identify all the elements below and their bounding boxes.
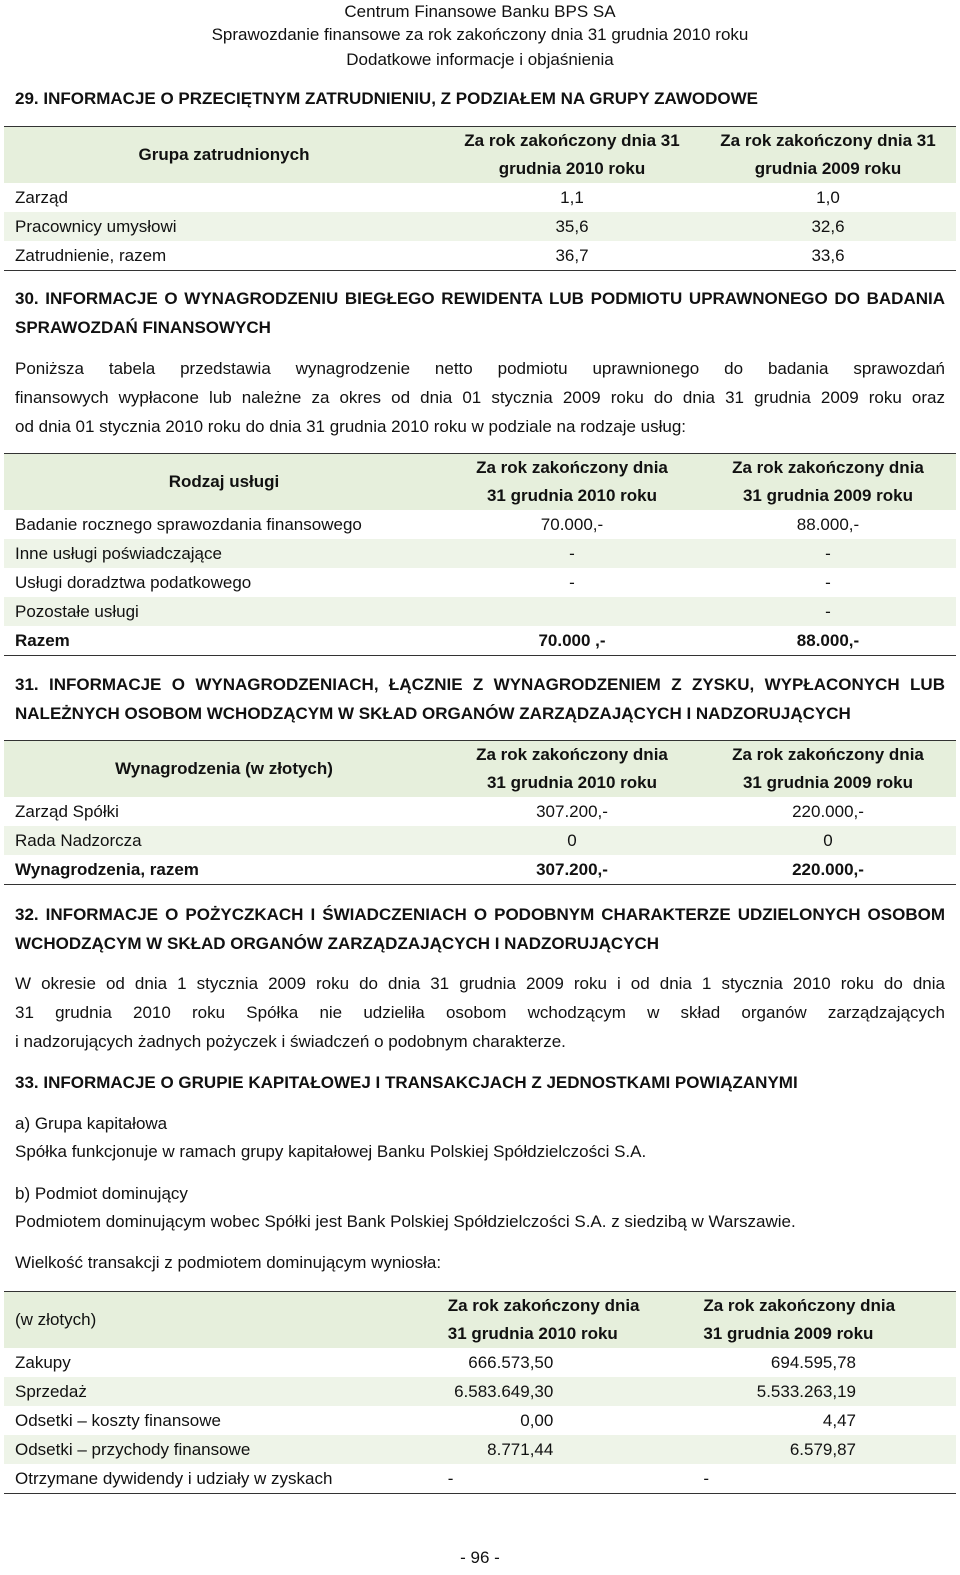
col-remuneration-header: Wynagrodzenia (w złotych) (4, 741, 444, 798)
table-row: Pozostałe usługi - (4, 597, 956, 626)
table-row: Odsetki – koszty finansowe 0,00 4,47 (15, 1411, 856, 1430)
report-title: Sprawozdanie finansowe za rok zakończony dnia 31 grudnia 2010 roku (211, 25, 749, 44)
related-transactions-table (4, 1291, 956, 1494)
table-row: Odsetki – przychody finansowe 8.771,44 6.579,87 (4, 1435, 956, 1464)
col-2010-header: Za rok zakończony dnia 31 grudnia 2010 roku (444, 741, 700, 798)
col-2009-header: Za rok zakończony dnia 31 grudnia 2009 roku (700, 127, 956, 184)
report-section: Dodatkowe informacje i objaśnienia (346, 50, 614, 69)
col-2010-header: Za rok zakończony dnia 31 grudnia 2010 roku (444, 127, 700, 184)
group-label: a) Grupa kapitałowa (15, 1114, 168, 1133)
table-row: Inne usługi poświadczające - - (4, 539, 956, 568)
section-32-paragraph: W okresie od dnia 1 stycznia 2009 roku do dnia 31 grudnia 2009 roku i od dnia 1 stycznia 2010 roku do dnia 31 grudnia 2010 roku Spółka nie udzieliła osobom wchodzącym w skład organów zarządzających i nadzorujących żadnych pożyczek i świadczeń o podobnym charakterze. (15, 974, 945, 1051)
section-30-paragraph: Poniższa tabela przedstawia wynagrodzenie netto podmiotu uprawnionego do badania sprawozdań finansowych wypłacone lub należne za okres od dnia 01 stycznia 2009 roku do dnia 31 grudnia 2009 roku oraz od dnia 01 stycznia 2010 roku do dnia 31 grudnia 2010 roku w podziale na rodzaje usług: (15, 359, 945, 436)
col-2009-header: Za rok zakończony dnia 31 grudnia 2009 roku (700, 741, 956, 798)
col-unit-header: (w złotych) (4, 1292, 448, 1349)
table-row: Rada Nadzorcza 0 0 (4, 826, 956, 855)
col-2010-header: Za rok zakończony dnia 31 grudnia 2010 roku (444, 454, 700, 511)
employment-table (4, 126, 956, 271)
section-31-title: 31. INFORMACJE O WYNAGRODZENIACH, ŁĄCZNIE Z WYNAGRODZENIEM Z ZYSKU, WYPŁACONYCH LUB NALEŻNYCH OSOBOM WCHODZĄCYM W SKŁAD ORGANÓW ZARZĄDZAJĄCYCH I NADZORUJĄCYCH (15, 675, 945, 723)
table-row: Otrzymane dywidendy i udziały w zyskach - - (4, 1464, 956, 1494)
remuneration-table (4, 740, 956, 885)
page-number: - 96 - (460, 1548, 500, 1567)
col-2009-header: Za rok zakończony dnia 31 grudnia 2009 roku (700, 454, 956, 511)
table-header (4, 741, 956, 798)
transactions-intro: Wielkość transakcji z podmiotem dominującym wyniosła: (15, 1253, 442, 1272)
table-row: Zatrudnienie, razem 36,7 33,6 (4, 241, 956, 271)
table-header (4, 1292, 956, 1349)
section-33-title: 33. INFORMACJE O GRUPIE KAPITAŁOWEJ I TRANSAKCJACH Z JEDNOSTKAMI POWIĄZANYMI (15, 1073, 798, 1092)
table-header (4, 127, 956, 184)
section-32-title: 32. INFORMACJE O POŻYCZKACH I ŚWIADCZENIACH O PODOBNYM CHARAKTERZE UDZIELONYCH OSOBOM WCHODZĄCYM W SKŁAD ORGANÓW ZARZĄDZAJĄCYCH I NADZORUJĄCYCH (15, 905, 945, 953)
parent-text: Podmiotem dominującym wobec Spółki jest Bank Polskiej Spółdzielczości S.A. z siedzibą w Warszawie. (15, 1212, 796, 1231)
table-row: Zarząd 1,1 1,0 (15, 188, 840, 207)
table-total-row: Wynagrodzenia, razem 307.200,- 220.000,- (4, 855, 956, 885)
col-2010-header: Za rok zakończony dnia 31 grudnia 2010 roku (448, 1292, 704, 1349)
col-group-header: Grupa zatrudnionych (4, 127, 444, 184)
section-29-title: 29. INFORMACJE O PRZECIĘTNYM ZATRUDNIENIU, Z PODZIAŁEM NA GRUPY ZAWODOWE (15, 89, 758, 108)
col-service-header: Rodzaj usługi (4, 454, 444, 511)
table-row: Zakupy 666.573,50 694.595,78 (15, 1353, 856, 1372)
table-header (4, 454, 956, 511)
section-30-title: 30. INFORMACJE O WYNAGRODZENIU BIEGŁEGO REWIDENTA LUB PODMIOTU UPRAWNONEGO DO BADANIA SPRAWOZDAŃ FINANSOWYCH (15, 289, 945, 337)
group-text: Spółka funkcjonuje w ramach grupy kapitałowej Banku Polskiej Spółdzielczości S.A. (15, 1142, 647, 1161)
parent-label: b) Podmiot dominujący (15, 1184, 188, 1203)
report-company: Centrum Finansowe Banku BPS SA (344, 2, 616, 21)
table-row: Usługi doradztwa podatkowego - - (15, 573, 831, 592)
table-row: Zarząd Spółki 307.200,- 220.000,- (15, 802, 864, 821)
col-2009-header: Za rok zakończony dnia 31 grudnia 2009 roku (703, 1292, 956, 1349)
table-total-row: Razem 70.000 ,- 88.000,- (4, 626, 956, 656)
table-row: Pracownicy umysłowi 35,6 32,6 (4, 212, 956, 241)
table-row: Sprzedaż 6.583.649,30 5.533.263,19 (4, 1377, 956, 1406)
table-row: Badanie rocznego sprawozdania finansowego 70.000,- 88.000,- (15, 515, 860, 534)
auditor-fee-table (4, 453, 956, 656)
